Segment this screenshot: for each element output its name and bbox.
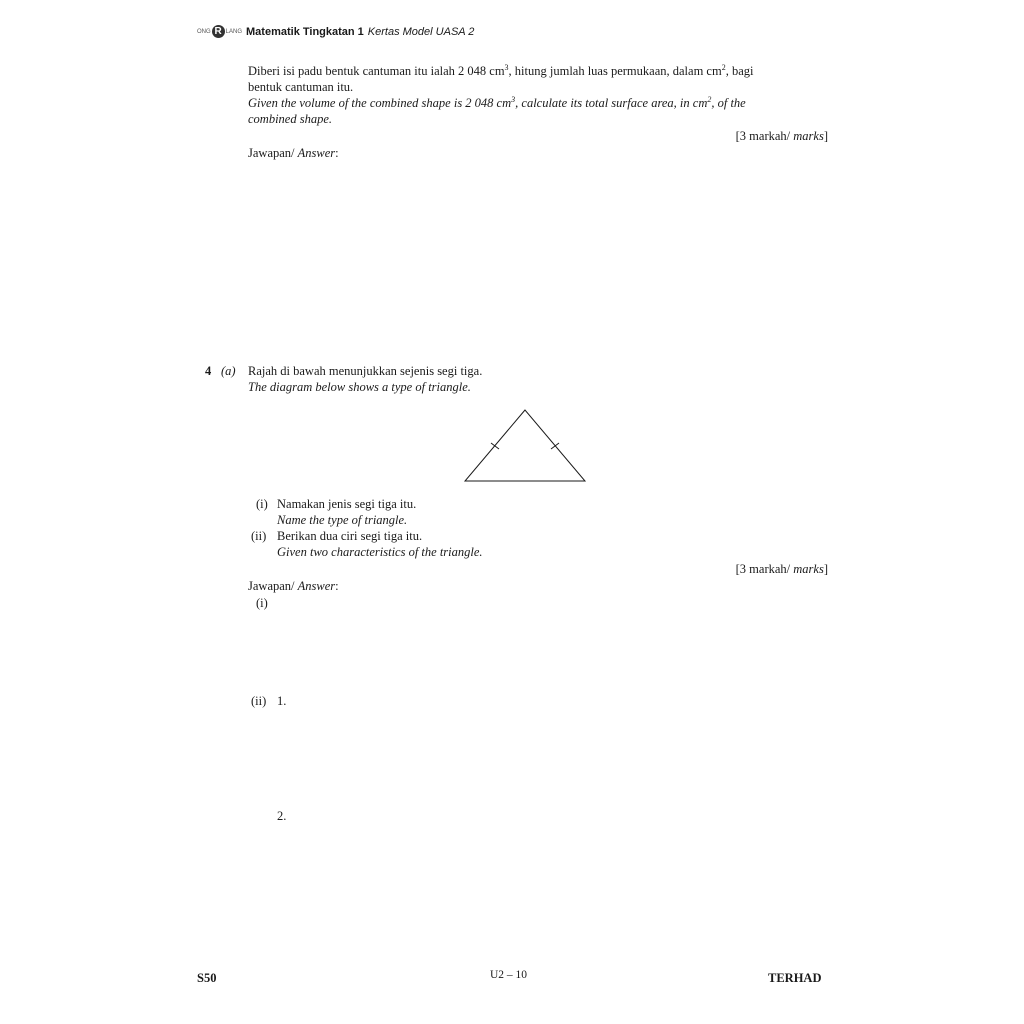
q4-answer-colon: : [335,579,339,593]
q4-answer-label [248,578,339,595]
q3-stem-ms-line2: bentuk cantuman itu. [248,80,354,94]
q4-sub-i-label: (i) [256,497,268,511]
q4-answer-en: Answer [297,579,336,593]
q4-marks-close: ] [823,562,828,576]
q3-en-sup2: 2 [707,94,712,104]
q3-answer-label [248,145,339,162]
q4-sub-ii-en: Given two characteristics of the triangle. [277,545,483,559]
q3-marks [628,128,828,145]
q4-marks-en: marks [793,562,824,576]
q3-ms-sup: 3 [504,62,509,72]
q3-en-sup: 3 [511,94,516,104]
q3-answer-en: Answer [297,146,336,160]
q3-stem-en-line2: combined shape. [248,112,333,126]
footer-page-code: S50 [197,971,217,985]
q3-marks-ms: [3 markah/ [735,129,791,143]
header-title: Matematik Tingkatan 1 [246,25,364,38]
q3-marks-close: ] [823,129,828,143]
q4-sub-ii-ms: Berikan dua ciri segi tiga itu. [277,529,423,543]
q4-marks-ms: [3 markah/ [735,562,791,576]
logo-left-text: ONG [197,28,211,35]
triangle-outline [465,410,585,481]
q4-marks [628,561,828,578]
q4-stem-en: The diagram below shows a type of triangle. [248,380,471,394]
isosceles-triangle-diagram [460,405,590,487]
logo-r: R [212,25,225,38]
footer-classification: TERHAD [768,971,822,985]
q4-answer-ms: Jawapan/ [248,579,295,593]
page-header [197,25,474,38]
q4-answer-i: (i) [256,596,268,610]
logo-right-text: LANG [225,28,243,35]
q3-stem-ms [248,63,828,80]
q3-answer-colon: : [335,146,339,160]
q4-stem-ms: Rajah di bawah menunjukkan sejenis segi tiga. [248,364,483,378]
q3-en-text-c: , of the [711,96,746,110]
q4-answer-ii-1: 1. [277,694,287,708]
q4-number: 4 [205,364,212,378]
q3-marks-en: marks [793,129,824,143]
q4-sub-i-en: Name the type of triangle. [277,513,408,527]
q4-part: (a) [221,364,236,378]
publisher-logo [197,25,242,38]
q3-en-text-b: , calculate its total surface area, in cm [515,96,708,110]
q3-stem-en [248,95,828,112]
q3-answer-ms: Jawapan/ [248,146,295,160]
q3-en-text-a: Given the volume of the combined shape is 2 048 cm [248,96,512,110]
q3-ms-text-b: , hitung jumlah luas permukaan, dalam cm [508,64,722,78]
q4-answer-ii: (ii) [251,694,267,708]
q3-ms-sup2: 2 [721,62,726,72]
footer-page-number: U2 – 10 [490,969,528,981]
q4-answer-ii-2: 2. [277,809,287,823]
q3-ms-text-c: , bagi [725,64,754,78]
q3-ms-text-a: Diberi isi padu bentuk cantuman itu ialah 2 048 cm [248,64,505,78]
q4-sub-ii-label: (ii) [251,529,267,543]
q4-sub-i-ms: Namakan jenis segi tiga itu. [277,497,417,511]
header-subtitle: Kertas Model UASA 2 [367,25,475,38]
